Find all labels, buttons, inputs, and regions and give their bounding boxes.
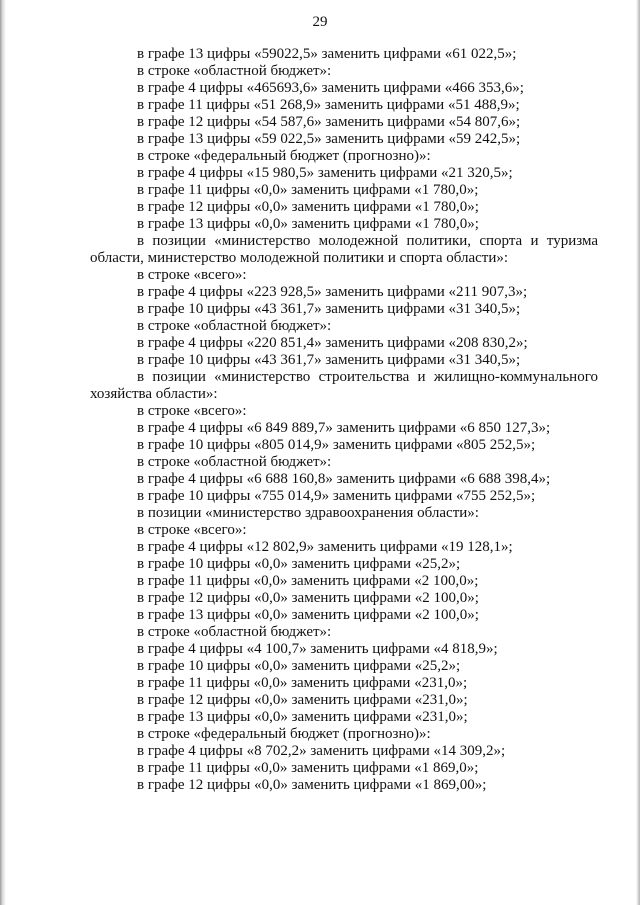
text-line: в графе 4 цифры «223 928,5» заменить цифрами «211 907,3»; — [137, 284, 528, 300]
text-line: в графе 13 цифры «59022,5» заменить цифрами «61 022,5»; — [137, 46, 517, 62]
text-line: в графе 13 цифры «0,0» заменить цифрами «2 100,0»; — [137, 607, 479, 623]
text-line: в графе 10 цифры «0,0» заменить цифрами «25,2»; — [137, 556, 461, 572]
text-line: в графе 4 цифры «4 100,7» заменить цифрами «4 818,9»; — [137, 641, 498, 657]
text-line: в графе 13 цифры «59 022,5» заменить цифрами «59 242,5»; — [137, 131, 521, 147]
text-line: в строке «областной бюджет»: — [137, 454, 332, 470]
scan-edge-right — [636, 0, 640, 905]
text-line: в графе 4 цифры «465693,6» заменить цифрами «466 353,6»; — [137, 80, 524, 96]
text-line: в графе 10 цифры «805 014,9» заменить цифрами «805 252,5»; — [137, 437, 536, 453]
text-line: в строке «областной бюджет»: — [137, 318, 332, 334]
text-line: в графе 10 цифры «0,0» заменить цифрами «25,2»; — [137, 658, 461, 674]
text-line: в графе 11 цифры «0,0» заменить цифрами «1 869,0»; — [137, 760, 479, 776]
text-line: в графе 4 цифры «6 849 889,7» заменить цифрами «6 850 127,3»; — [137, 420, 551, 436]
text-line: в строке «всего»: — [137, 267, 247, 283]
text-line: в графе 11 цифры «0,0» заменить цифрами «2 100,0»; — [137, 573, 479, 589]
text-line: в графе 4 цифры «6 688 160,8» заменить цифрами «6 688 398,4»; — [137, 471, 551, 487]
text-line: в графе 4 цифры «12 802,9» заменить цифрами «19 128,1»; — [137, 539, 513, 555]
text-line: в позиции «министерство здравоохранения области»: — [137, 505, 479, 521]
text-line: в графе 11 цифры «0,0» заменить цифрами «231,0»; — [137, 675, 468, 691]
text-line: в графе 11 цифры «0,0» заменить цифрами «1 780,0»; — [137, 182, 479, 198]
text-line: в графе 4 цифры «8 702,2» заменить цифрами «14 309,2»; — [137, 743, 506, 759]
text-line: в строке «областной бюджет»: — [137, 63, 332, 79]
document-body — [90, 46, 598, 794]
text-line: в графе 12 цифры «0,0» заменить цифрами «2 100,0»; — [137, 590, 479, 606]
text-line: в графе 10 цифры «43 361,7» заменить цифрами «31 340,5»; — [137, 352, 521, 368]
text-line: в графе 12 цифры «0,0» заменить цифрами «231,0»; — [137, 692, 468, 708]
text-line: в позиции «министерство строительства и жилищно-коммунального — [137, 369, 598, 385]
text-line: в графе 10 цифры «43 361,7» заменить цифрами «31 340,5»; — [137, 301, 521, 317]
text-line: области, министерство молодежной политики и спорта области»: — [90, 250, 509, 266]
text-line: хозяйства области»: — [90, 386, 218, 402]
text-line: в графе 10 цифры «755 014,9» заменить цифрами «755 252,5»; — [137, 488, 536, 504]
text-line: в графе 13 цифры «0,0» заменить цифрами «1 780,0»; — [137, 216, 479, 232]
text-line: в графе 4 цифры «220 851,4» заменить цифрами «208 830,2»; — [137, 335, 528, 351]
text-line: в позиции «министерство молодежной политики, спорта и туризма — [137, 233, 598, 249]
text-line: в графе 11 цифры «51 268,9» заменить цифрами «51 488,9»; — [137, 97, 520, 113]
text-line: в графе 13 цифры «0,0» заменить цифрами «231,0»; — [137, 709, 468, 725]
scan-edge-left — [0, 0, 6, 905]
text-line: в строке «областной бюджет»: — [137, 624, 332, 640]
text-line: в графе 12 цифры «54 587,6» заменить цифрами «54 807,6»; — [137, 114, 521, 130]
text-line: в графе 12 цифры «0,0» заменить цифрами «1 780,0»; — [137, 199, 479, 215]
text-line: в строке «федеральный бюджет (прогнозно)»: — [137, 726, 431, 742]
text-line: в графе 4 цифры «15 980,5» заменить цифрами «21 320,5»; — [137, 165, 513, 181]
text-line: в графе 12 цифры «0,0» заменить цифрами «1 869,00»; — [137, 777, 487, 793]
text-line: в строке «всего»: — [137, 403, 247, 419]
text-line: в строке «всего»: — [137, 522, 247, 538]
text-line: в строке «федеральный бюджет (прогнозно)»: — [137, 148, 431, 164]
page-number: 29 — [312, 14, 328, 30]
